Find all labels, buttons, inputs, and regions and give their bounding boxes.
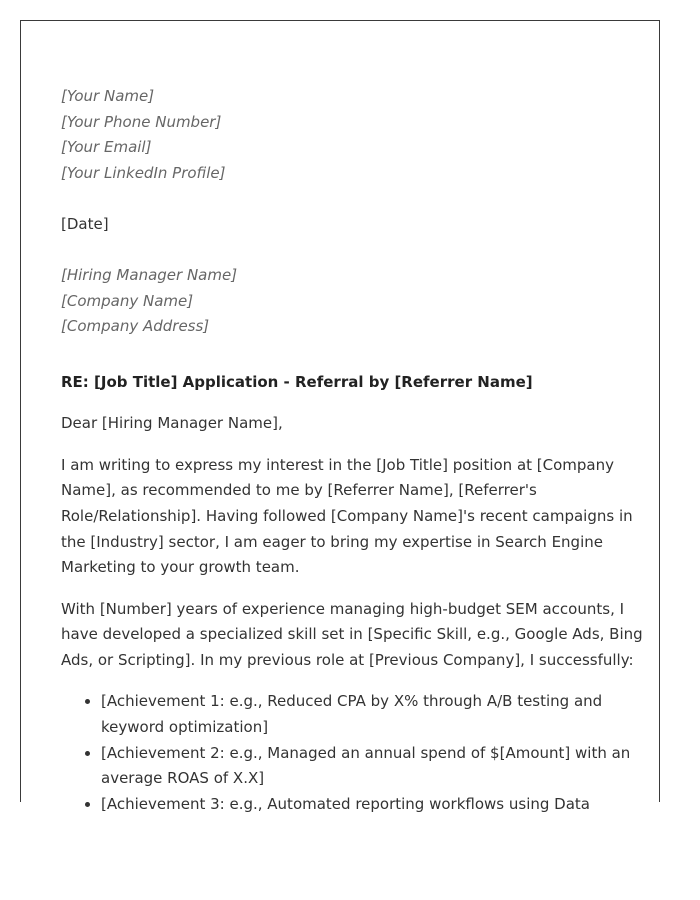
letter-body [61, 84, 643, 818]
achievement-line: • [Achievement 2: e.g., Managed an annual spend of $[Amount] with an [101, 743, 631, 762]
paragraph-line: I am writing to express my interest in the [Job Title] position at [Company [61, 455, 615, 474]
achievement-item [101, 689, 621, 740]
paragraph-line: have developed a specialized skill set in [Specific Skill, e.g., Google Ads, Bing [61, 625, 643, 644]
recipient-block [61, 263, 621, 340]
salutation-text: Dear [Hiring Manager Name], [61, 414, 283, 433]
sender-email: [Your Email] [61, 138, 152, 157]
recipient-address: [Company Address] [61, 317, 210, 336]
achievement-item [101, 741, 631, 792]
letter-date: [Date] [61, 214, 109, 233]
achievement-line: keyword optimization] [101, 717, 269, 736]
achievement-line: • [Achievement 3: e.g., Automated reporting workflows using Data [101, 794, 590, 813]
recipient-company: [Company Name] [61, 291, 194, 310]
paragraph-line: With [Number] years of experience managing high-budget SEM accounts, I [61, 599, 625, 618]
paragraph-experience [61, 597, 643, 674]
achievement-line: • [Achievement 1: e.g., Reduced CPA by X% through A/B testing and [101, 692, 603, 711]
paragraph-line: Name], as recommended to me by [Referrer Name], [Referrer's [61, 481, 537, 500]
achievement-list [61, 689, 631, 818]
paragraph-line: Ads, or Scripting]. In my previous role at [Previous Company], I successfully: [61, 650, 634, 669]
date-line [61, 212, 621, 238]
achievement-item [101, 792, 621, 818]
sender-name: [Your Name] [61, 87, 155, 105]
subject-text: RE: [Job Title] Application - Referral by [Referrer Name] [61, 373, 533, 392]
recipient-name: [Hiring Manager Name] [61, 266, 238, 285]
letter-page [20, 20, 660, 813]
salutation [61, 411, 621, 437]
paragraph-intro [61, 453, 633, 582]
paragraph-line: the [Industry] sector, I am eager to bring my expertise in Search Engine [61, 532, 603, 551]
sender-phone: [Your Phone Number] [61, 112, 222, 131]
subject-line [61, 370, 621, 396]
sender-linkedin: [Your LinkedIn Profile] [61, 164, 226, 183]
paragraph-line: Role/Relationship]. Having followed [Company Name]'s recent campaigns in [61, 506, 633, 525]
achievement-line: average ROAS of X.X] [101, 769, 265, 788]
sender-block [61, 84, 621, 187]
paragraph-line: Marketing to your growth team. [61, 558, 300, 577]
